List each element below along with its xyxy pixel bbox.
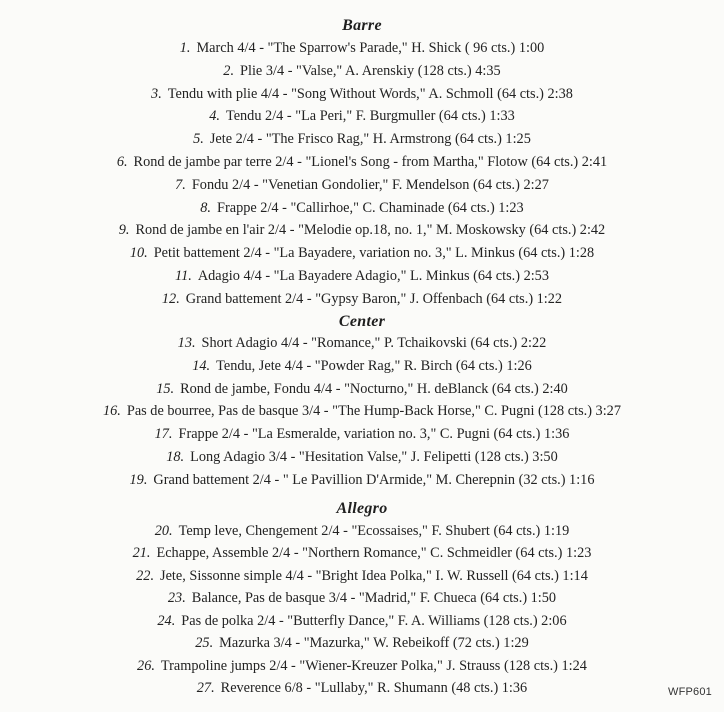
track-text: Plie 3/4 - "Valse," A. Arenskiy (128 cts.) 4:35 bbox=[240, 63, 501, 79]
track-number: 26. bbox=[137, 658, 155, 674]
track-number: 12. bbox=[161, 291, 180, 307]
track-row bbox=[0, 380, 724, 398]
track-text: Reverence 6/8 - "Lullaby," R. Shumann (48 cts.) 1:36 bbox=[220, 680, 528, 696]
track-text: Rond de jambe en l'air 2/4 - "Melodie op.18, no. 1," M. Moskowsky (64 cts.) 2:42 bbox=[135, 222, 606, 238]
track-text: Pas de bourree, Pas de basque 3/4 - "The Hump-Back Horse," C. Pugni (128 cts.) 3:27 bbox=[126, 403, 621, 419]
track-row bbox=[0, 634, 724, 652]
track-row bbox=[0, 612, 724, 630]
track-row bbox=[0, 522, 724, 540]
track-text: Fondu 2/4 - "Venetian Gondolier," F. Mendelson (64 cts.) 2:27 bbox=[191, 177, 549, 193]
track-row bbox=[0, 679, 724, 697]
track-number: 20. bbox=[154, 523, 173, 539]
track-number: 24. bbox=[157, 613, 176, 629]
track-row bbox=[0, 199, 724, 217]
track-number: 3. bbox=[151, 86, 162, 102]
track-text: Jete 2/4 - "The Frisco Rag," H. Armstrong (64 cts.) 1:25 bbox=[209, 131, 531, 147]
track-row bbox=[0, 544, 724, 562]
track-row bbox=[0, 567, 724, 585]
track-number: 14. bbox=[192, 358, 211, 374]
track-row bbox=[0, 448, 724, 466]
track-row bbox=[0, 62, 724, 80]
track-text: Grand battement 2/4 - "Gypsy Baron," J. Offenbach (64 cts.) 1:22 bbox=[185, 291, 563, 307]
track-row bbox=[0, 107, 724, 125]
track-row bbox=[0, 267, 724, 285]
track-row bbox=[0, 153, 724, 171]
track-text: Mazurka 3/4 - "Mazurka," W. Rebeikoff (72 cts.) 1:29 bbox=[219, 635, 529, 651]
track-row bbox=[0, 334, 724, 352]
track-number: 27. bbox=[196, 680, 215, 696]
track-row bbox=[0, 290, 724, 308]
track-text: Jete, Sissonne simple 4/4 - "Bright Idea Polka," I. W. Russell (64 cts.) 1:14 bbox=[160, 568, 588, 584]
track-text: Petit battement 2/4 - "La Bayadere, variation no. 3," L. Minkus (64 cts.) 1:28 bbox=[153, 245, 595, 261]
track-number: 5. bbox=[193, 131, 204, 147]
track-row bbox=[0, 176, 724, 194]
track-text: Tendu with plie 4/4 - "Song Without Words," A. Schmoll (64 cts.) 2:38 bbox=[167, 86, 573, 102]
track-text: Long Adagio 3/4 - "Hesitation Valse," J. Felipetti (128 cts.) 3:50 bbox=[190, 449, 558, 465]
track-row bbox=[0, 402, 724, 420]
track-text: Frappe 2/4 - "Callirhoe," C. Chaminade (64 cts.) 1:23 bbox=[217, 200, 524, 216]
section-title-center: Center bbox=[338, 313, 386, 330]
track-number: 11. bbox=[175, 268, 192, 284]
track-row bbox=[0, 221, 724, 239]
track-row bbox=[0, 130, 724, 148]
track-text: Tendu 2/4 - "La Peri," F. Burgmuller (64 cts.) 1:33 bbox=[225, 108, 515, 124]
track-number: 1. bbox=[179, 40, 191, 56]
track-text: Frappe 2/4 - "La Esmeralde, variation no. 3," C. Pugni (64 cts.) 1:36 bbox=[178, 426, 570, 442]
track-number: 2. bbox=[223, 63, 235, 79]
track-text: Pas de polka 2/4 - "Butterfly Dance," F. A. Williams (128 cts.) 2:06 bbox=[181, 613, 567, 629]
track-number: 4. bbox=[209, 108, 220, 124]
track-row bbox=[0, 357, 724, 375]
track-row bbox=[0, 39, 724, 57]
track-text: Short Adagio 4/4 - "Romance," P. Tchaikovski (64 cts.) 2:22 bbox=[201, 335, 547, 351]
track-number: 25. bbox=[195, 635, 214, 651]
track-number: 17. bbox=[154, 426, 173, 442]
track-number: 6. bbox=[116, 154, 128, 170]
track-text: Grand battement 2/4 - " Le Pavillion D'Armide," M. Cherepnin (32 cts.) 1:16 bbox=[153, 472, 595, 488]
track-number: 18. bbox=[166, 449, 185, 465]
track-row bbox=[0, 425, 724, 443]
track-text: Echappe, Assemble 2/4 - "Northern Romance," C. Schmeidler (64 cts.) 1:23 bbox=[156, 545, 592, 561]
track-text: Balance, Pas de basque 3/4 - "Madrid," F. Chueca (64 cts.) 1:50 bbox=[191, 590, 557, 606]
track-row bbox=[0, 85, 724, 103]
section-title-barre: Barre bbox=[342, 17, 382, 34]
track-row bbox=[0, 589, 724, 607]
track-text: Rond de jambe, Fondu 4/4 - "Nocturno," H. deBlanck (64 cts.) 2:40 bbox=[180, 381, 568, 397]
track-row bbox=[0, 244, 724, 262]
track-text: Temp leve, Chengement 2/4 - "Ecossaises," F. Shubert (64 cts.) 1:19 bbox=[178, 523, 570, 539]
track-number: 23. bbox=[167, 590, 186, 606]
track-number: 16. bbox=[103, 403, 121, 419]
track-number: 22. bbox=[136, 568, 155, 584]
track-number: 9. bbox=[118, 222, 130, 238]
track-number: 21. bbox=[132, 545, 151, 561]
track-text: Tendu, Jete 4/4 - "Powder Rag," R. Birch (64 cts.) 1:26 bbox=[216, 358, 532, 374]
track-number: 8. bbox=[200, 200, 212, 216]
catalog-number: WFP601 bbox=[668, 686, 712, 698]
track-row bbox=[0, 657, 724, 675]
track-row bbox=[0, 471, 724, 489]
track-number: 10. bbox=[129, 245, 148, 261]
track-number: 13. bbox=[177, 335, 196, 351]
track-text: Adagio 4/4 - "La Bayadere Adagio," L. Minkus (64 cts.) 2:53 bbox=[197, 268, 549, 284]
track-number: 15. bbox=[156, 381, 175, 397]
track-number: 19. bbox=[129, 472, 148, 488]
track-text: Rond de jambe par terre 2/4 - "Lionel's Song - from Martha," Flotow (64 cts.) 2:41 bbox=[133, 154, 608, 170]
track-number: 7. bbox=[175, 177, 186, 193]
section-title-allegro: Allegro bbox=[336, 500, 388, 517]
track-text: March 4/4 - "The Sparrow's Parade," H. Shick ( 96 cts.) 1:00 bbox=[196, 40, 545, 56]
track-text: Trampoline jumps 2/4 - "Wiener-Kreuzer Polka," J. Strauss (128 cts.) 1:24 bbox=[160, 658, 587, 674]
